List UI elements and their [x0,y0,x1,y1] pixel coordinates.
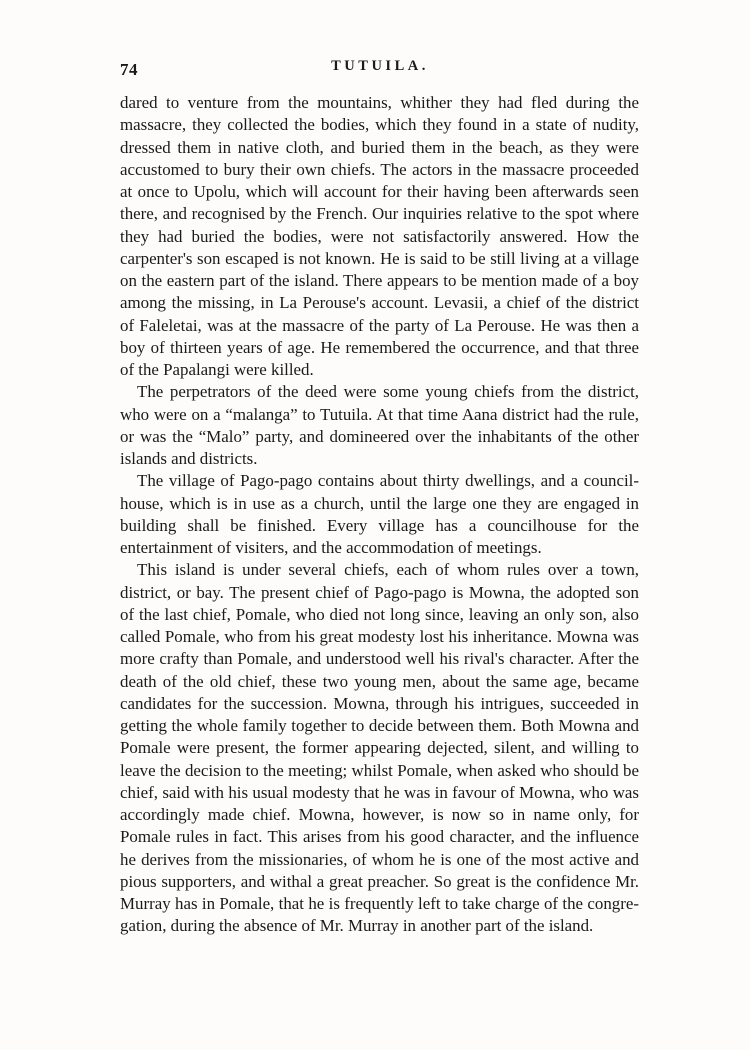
running-title: TUTUILA. [331,58,429,74]
paragraph-chiefs: This island is under several chiefs, each of whom rules over a town, district, or bay. The present chief of Pago-pago is Mowna, the adopted son of the last chief, Pomale, who died not long since, leaving an only son, also called Pomale, who from his great modesty lost his inheritance. Mowna was more crafty than Pomale, and understood well his rival's character. After the death of the old chief, these two young men, about the same age, became candidates for the succession. Mowna, through his intrigues, succeeded in getting the whole family together to decide between them. Both Mowna and Pomale were present, the former appearing dejected, silent, and willing to leave the decision to the meeting; whilst Pomale, when asked who should be chief, said with his usual modesty that he was in favour of Mowna, who was accordingly made chief. Mowna, however, is now so in name only, for Pomale rules in fact. This arises from his good character, and the influence he derives from the missionaries, of whom he is one of the most active and pious supporters, and withal a great preacher. So great is the confidence Mr. Murray has in Pomale, that he is frequently left to take charge of the congregation, during the absence of Mr. Murray in another part of the island. [120,560,639,936]
paragraph-perpetrators: The perpetrators of the deed were some young chiefs from the district, who were on a “malanga” to Tutuila. At that time Aana district had the rule, or was the “Malo” party, and domineered over the inhabitants of the other islands and districts. [120,382,639,468]
paragraph-village: The village of Pago-pago contains about thirty dwellings, and a council-house, which is in use as a church, until the large one they are engaged in building shall be finished. Every village has a councilhouse for the entertainment of visiters, and the accommodation of meetings. [120,471,639,557]
paragraph-continued: dared to venture from the mountains, whither they had fled during the massacre, they collected the bodies, which they found in a state of nudity, dressed them in native cloth, and buried them in the beach, as they were accustomed to bury their own chiefs. The actors in the massacre proceeded at once to Upolu, which will account for their having been afterwards seen there, and recognised by the French. Our inquiries relative to the spot where they had buried the bodies, were not satisfactorily answered. How the carpenter's son escaped is not known. He is said to be still living at a village on the eastern part of the island. There appears to be mention made of a boy among the missing, in La Perouse's account. Levasii, a chief of the district of Faleletai, was at the massacre of the party of La Perouse. He was then a boy of thirteen years of age. He remembered the occurrence, and that three of the Papalangi were killed. [120,93,639,379]
body-text [120,92,639,938]
page-number: 74 [120,60,138,79]
running-head [120,56,640,80]
